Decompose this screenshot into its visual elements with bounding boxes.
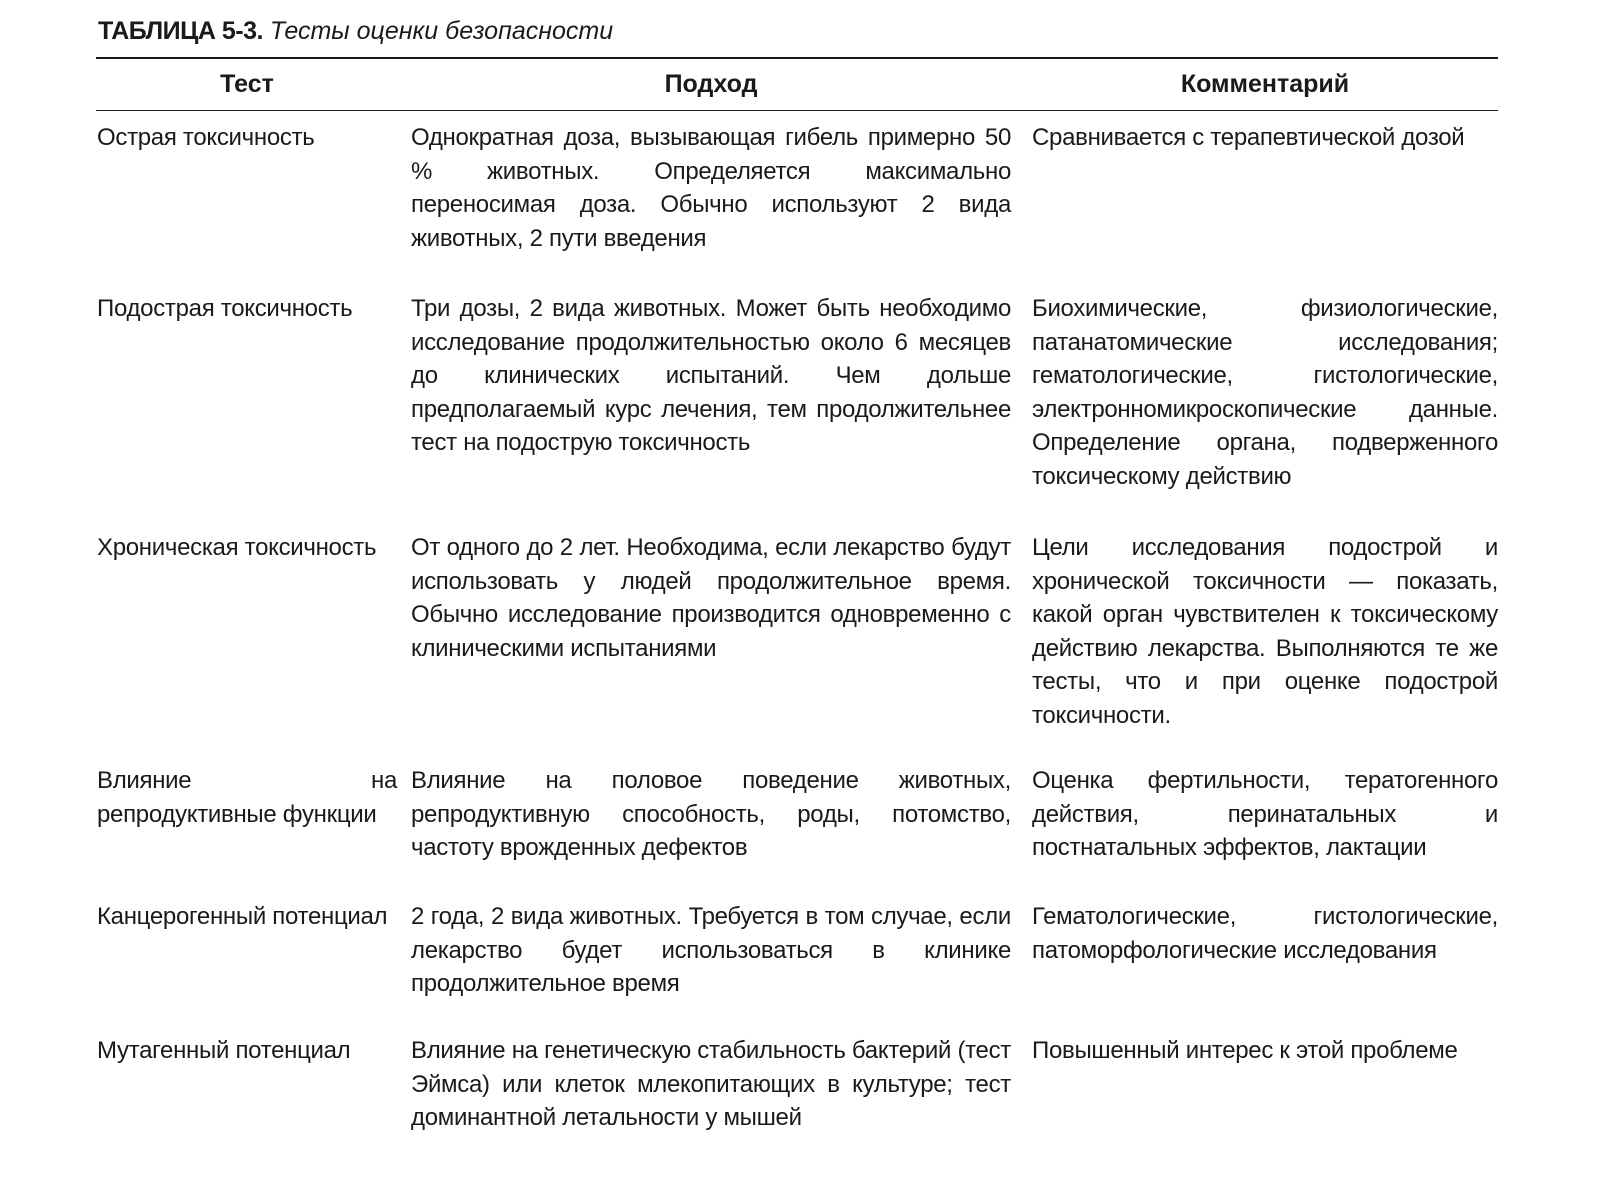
row-4-approach: Влияние на половое поведение животных, репродуктивную способность, роды, потомство, частоту врожденных дефектов: [411, 767, 1011, 861]
row-3-approach: От одного до 2 лет. Необходима, если лекарство будут использовать у людей продолжительное время. Обычно исследование производится одновременно с клиническими испытаниями: [411, 534, 1011, 662]
row-2-approach: Три дозы, 2 вида животных. Может быть необходимо исследование продолжительностью около 6 месяцев до клинических испытаний. Чем дольше предполагаемый курс лечения, тем продолжительнее тест на подострую токсичность: [411, 295, 1011, 456]
top-rule: [96, 57, 1498, 59]
caption-title: Тесты оценки безопасности: [269, 17, 614, 45]
row-4-comment: Оценка фертильности, тератогенного действия, перинатальных и постнатальных эффектов, лактации: [1032, 767, 1498, 861]
header-rule: [96, 110, 1498, 111]
row-5-test: Канцерогенный потенциал: [97, 903, 388, 930]
row-6-test: Мутагенный потенциал: [97, 1037, 351, 1064]
row-5-comment: Гематологические, гистологические, патоморфологические исследования: [1032, 903, 1498, 964]
row-1-approach: Однократная доза, вызывающая гибель примерно 50 % животных. Определяется максимально переносимая доза. Обычно используют 2 вида животных, 2 пути введения: [411, 124, 1011, 252]
row-3-comment: Цели исследования подострой и хронической токсичности — показать, какой орган чувствителен к токсическому действию лекарства. Выполняются те же тесты, что и при оценке подострой токсичности.: [1032, 534, 1498, 729]
header-test: Тест: [220, 70, 274, 98]
row-2-comment: Биохимические, физиологические, патанатомические исследования; гематологические, гистологические, электронномикроскопические данные. Определение органа, подверженного токсическому действию: [1032, 295, 1498, 490]
row-5-approach: 2 года, 2 вида животных. Требуется в том случае, если лекарство будет использоваться в клинике продолжительное время: [411, 903, 1011, 997]
table-caption: [98, 14, 613, 48]
row-2-test: Подострая токсичность: [97, 295, 353, 322]
row-6-comment: Повышенный интерес к этой проблеме: [1032, 1037, 1458, 1064]
row-1-comment: Сравнивается с терапевтической дозой: [1032, 124, 1465, 151]
row-3-test: Хроническая токсичность: [97, 534, 377, 561]
row-4-test: Влияние на репродуктивные функции: [97, 767, 397, 828]
header-approach: Подход: [664, 70, 758, 98]
caption-label: ТАБЛИЦА 5-3.: [98, 17, 263, 45]
row-6-approach: Влияние на генетическую стабильность бактерий (тест Эймса) или клеток млекопитающих в культуре; тест доминантной летальности у мышей: [411, 1037, 1011, 1131]
header-comment: Комментарий: [1180, 70, 1350, 98]
row-1-test: Острая токсичность: [97, 124, 315, 151]
